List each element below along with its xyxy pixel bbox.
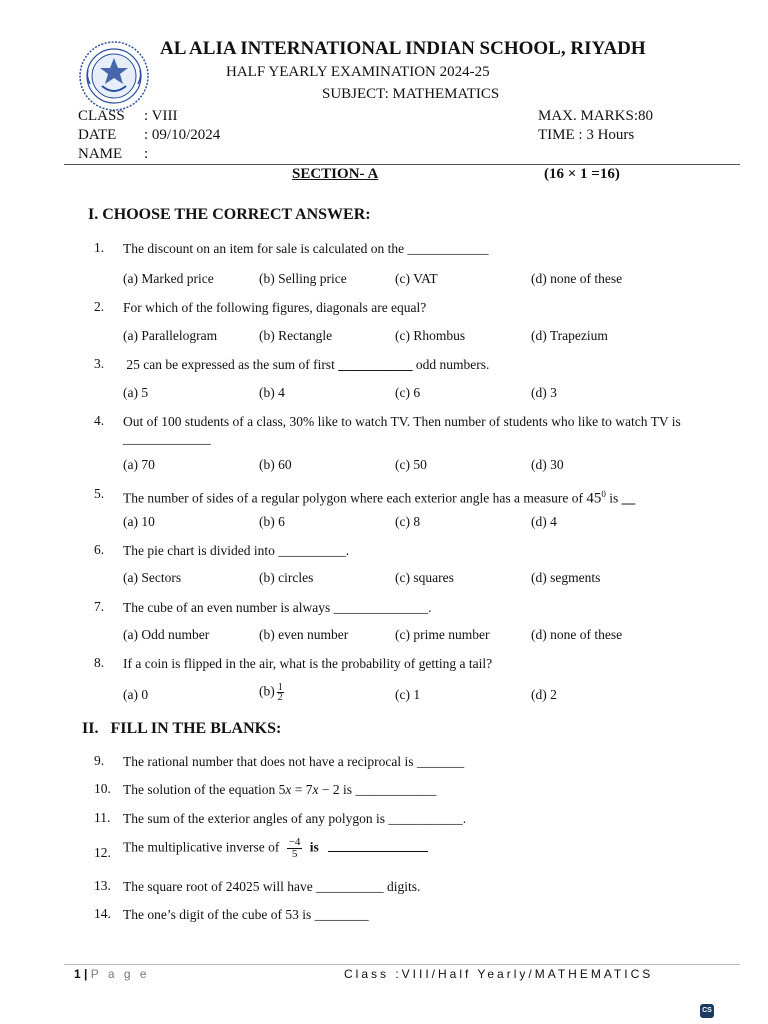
subject-title: SUBJECT: MATHEMATICS — [322, 86, 500, 102]
question-text: If a coin is flipped in the air, what is the probability of getting a tail? — [123, 656, 493, 671]
question-number: 6. — [94, 542, 105, 557]
option-c: (c) 6 — [395, 385, 421, 400]
option-b: (b) Rectangle — [259, 328, 333, 343]
option-d: (d) none of these — [531, 271, 623, 286]
question-text: The rational number that does not have a reciprocal is _______ — [123, 754, 465, 769]
option-a: (a) 10 — [123, 514, 155, 529]
probability-fraction — [277, 683, 284, 702]
inverse-fraction — [287, 837, 303, 860]
question-number: 9. — [94, 753, 105, 768]
fraction-denominator: 5 — [291, 848, 298, 860]
option-a: (a) Parallelogram — [123, 328, 218, 343]
part1-heading: I. CHOOSE THE CORRECT ANSWER: — [88, 206, 371, 223]
option-c: (c) 8 — [395, 514, 421, 529]
question-text: The cube of an even number is always ______________. — [123, 600, 432, 615]
header-divider — [64, 164, 740, 165]
question-number: 5. — [94, 486, 105, 501]
question-text — [123, 781, 723, 798]
option-a: (a) Marked price — [123, 271, 214, 286]
option-a: (a) Odd number — [123, 627, 210, 642]
date-row — [78, 127, 220, 144]
question-text: The square root of 24025 will have __________ digits. — [123, 879, 421, 894]
question-text-start: The multiplicative inverse of — [123, 839, 283, 855]
answer-blank — [328, 841, 428, 852]
section-marks: (16 × 1 =16) — [544, 166, 620, 182]
fraction-numerator: 1 — [277, 682, 283, 693]
option-d: (d) none of these — [531, 627, 623, 642]
option-c: (c) 1 — [395, 687, 421, 702]
option-a: (a) Sectors — [123, 570, 182, 585]
option-c: (c) squares — [395, 570, 454, 585]
school-logo — [78, 40, 150, 112]
name-label: NAME — [78, 146, 123, 162]
question-text: Out of 100 students of a class, 30% like to watch TV. Then number of students who like to watch TV is _____________ — [123, 414, 681, 446]
exam-title: HALF YEARLY EXAMINATION 2024-25 — [226, 64, 490, 80]
footer-class-info: Class :VIII/Half Yearly/MATHEMATICS — [344, 967, 654, 981]
question-text-end: odd numbers. — [412, 357, 490, 372]
page-separator: | — [84, 967, 88, 981]
option-c: (c) 50 — [395, 457, 427, 472]
option-b: (b) 6 — [259, 514, 285, 529]
question-number: 7. — [94, 599, 105, 614]
page-word: P a g e — [90, 967, 150, 981]
question-number: 11. — [94, 810, 111, 825]
page-number-value: 1 — [74, 967, 81, 981]
question-number: 4. — [94, 413, 105, 428]
question-text — [123, 837, 723, 860]
option-d: (d) 3 — [531, 385, 557, 400]
question-text — [123, 356, 723, 373]
option-b: (b) circles — [259, 570, 314, 585]
angle-value: 45 — [586, 490, 602, 507]
option-b: (b) 4 — [259, 385, 285, 400]
question-number: 3. — [94, 356, 105, 371]
part2-heading: II. FILL IN THE BLANKS: — [82, 720, 282, 737]
question-text-end: − 2 is ____________ — [318, 782, 437, 797]
option-c: (c) prime number — [395, 627, 490, 642]
question-number: 12. — [94, 845, 111, 860]
question-text-start: The solution of the equation 5 — [123, 782, 286, 797]
option-b: (b) even number — [259, 627, 349, 642]
option-d: (d) 4 — [531, 514, 557, 529]
camscanner-badge: CS — [700, 1004, 714, 1018]
question-text: The pie chart is divided into __________. — [123, 543, 350, 558]
option-d: (d) segments — [531, 570, 601, 585]
question-text: For which of the following figures, diagonals are equal? — [123, 300, 427, 315]
equation-middle: = 7 — [291, 782, 313, 797]
option-c: (c) Rhombus — [395, 328, 466, 343]
fraction-numerator: −4 — [288, 836, 301, 848]
option-a: (a) 0 — [123, 687, 149, 702]
question-text: The discount on an item for sale is calculated on the ____________ — [123, 241, 489, 256]
question-number: 14. — [94, 906, 111, 921]
question-text-end: is — [306, 839, 323, 855]
exam-time: TIME : 3 Hours — [538, 127, 635, 143]
class-label: CLASS — [78, 108, 125, 124]
date-value: : 09/10/2024 — [144, 127, 221, 143]
question-number: 10. — [94, 781, 111, 796]
footer-divider — [64, 964, 740, 965]
name-row — [78, 146, 148, 163]
name-value: : — [144, 146, 149, 162]
date-label: DATE — [78, 127, 117, 143]
variable-x: x — [312, 782, 319, 797]
question-text-start: The number of sides of a regular polygon where each exterior angle has a measure of — [123, 490, 587, 506]
option-b-label: (b) — [259, 683, 275, 699]
question-text: The sum of the exterior angles of any polygon is ___________. — [123, 811, 467, 826]
question-number: 1. — [94, 240, 105, 255]
option-b: (b) 60 — [259, 457, 292, 472]
question-text-end: is — [605, 490, 622, 506]
class-value: : VIII — [144, 108, 178, 124]
answer-blank: ___________ — [338, 357, 413, 372]
question-number: 2. — [94, 299, 105, 314]
question-text-start: 25 can be expressed as the sum of first — [123, 357, 339, 372]
section-title: SECTION- A — [292, 166, 379, 182]
question-number: 8. — [94, 655, 105, 670]
page-number — [74, 967, 150, 981]
option-d: (d) 2 — [531, 687, 557, 702]
school-name: AL ALIA INTERNATIONAL INDIAN SCHOOL, RIYADH — [160, 38, 646, 59]
variable-x: x — [285, 782, 292, 797]
degree-mark: 0 — [601, 489, 606, 499]
question-text — [123, 486, 723, 508]
fraction-denominator: 2 — [277, 692, 283, 703]
option-b: (b) Selling price — [259, 271, 347, 286]
question-text: The one’s digit of the cube of 53 is ________ — [123, 907, 369, 922]
option-c: (c) VAT — [395, 271, 438, 286]
max-marks: MAX. MARKS:80 — [538, 108, 654, 124]
class-row — [78, 108, 177, 125]
option-a: (a) 70 — [123, 457, 155, 472]
question-number: 13. — [94, 878, 111, 893]
option-d: (d) Trapezium — [531, 328, 608, 343]
option-d: (d) 30 — [531, 457, 564, 472]
option-a: (a) 5 — [123, 385, 149, 400]
option-b — [259, 683, 284, 702]
answer-blank: __ — [621, 490, 636, 506]
